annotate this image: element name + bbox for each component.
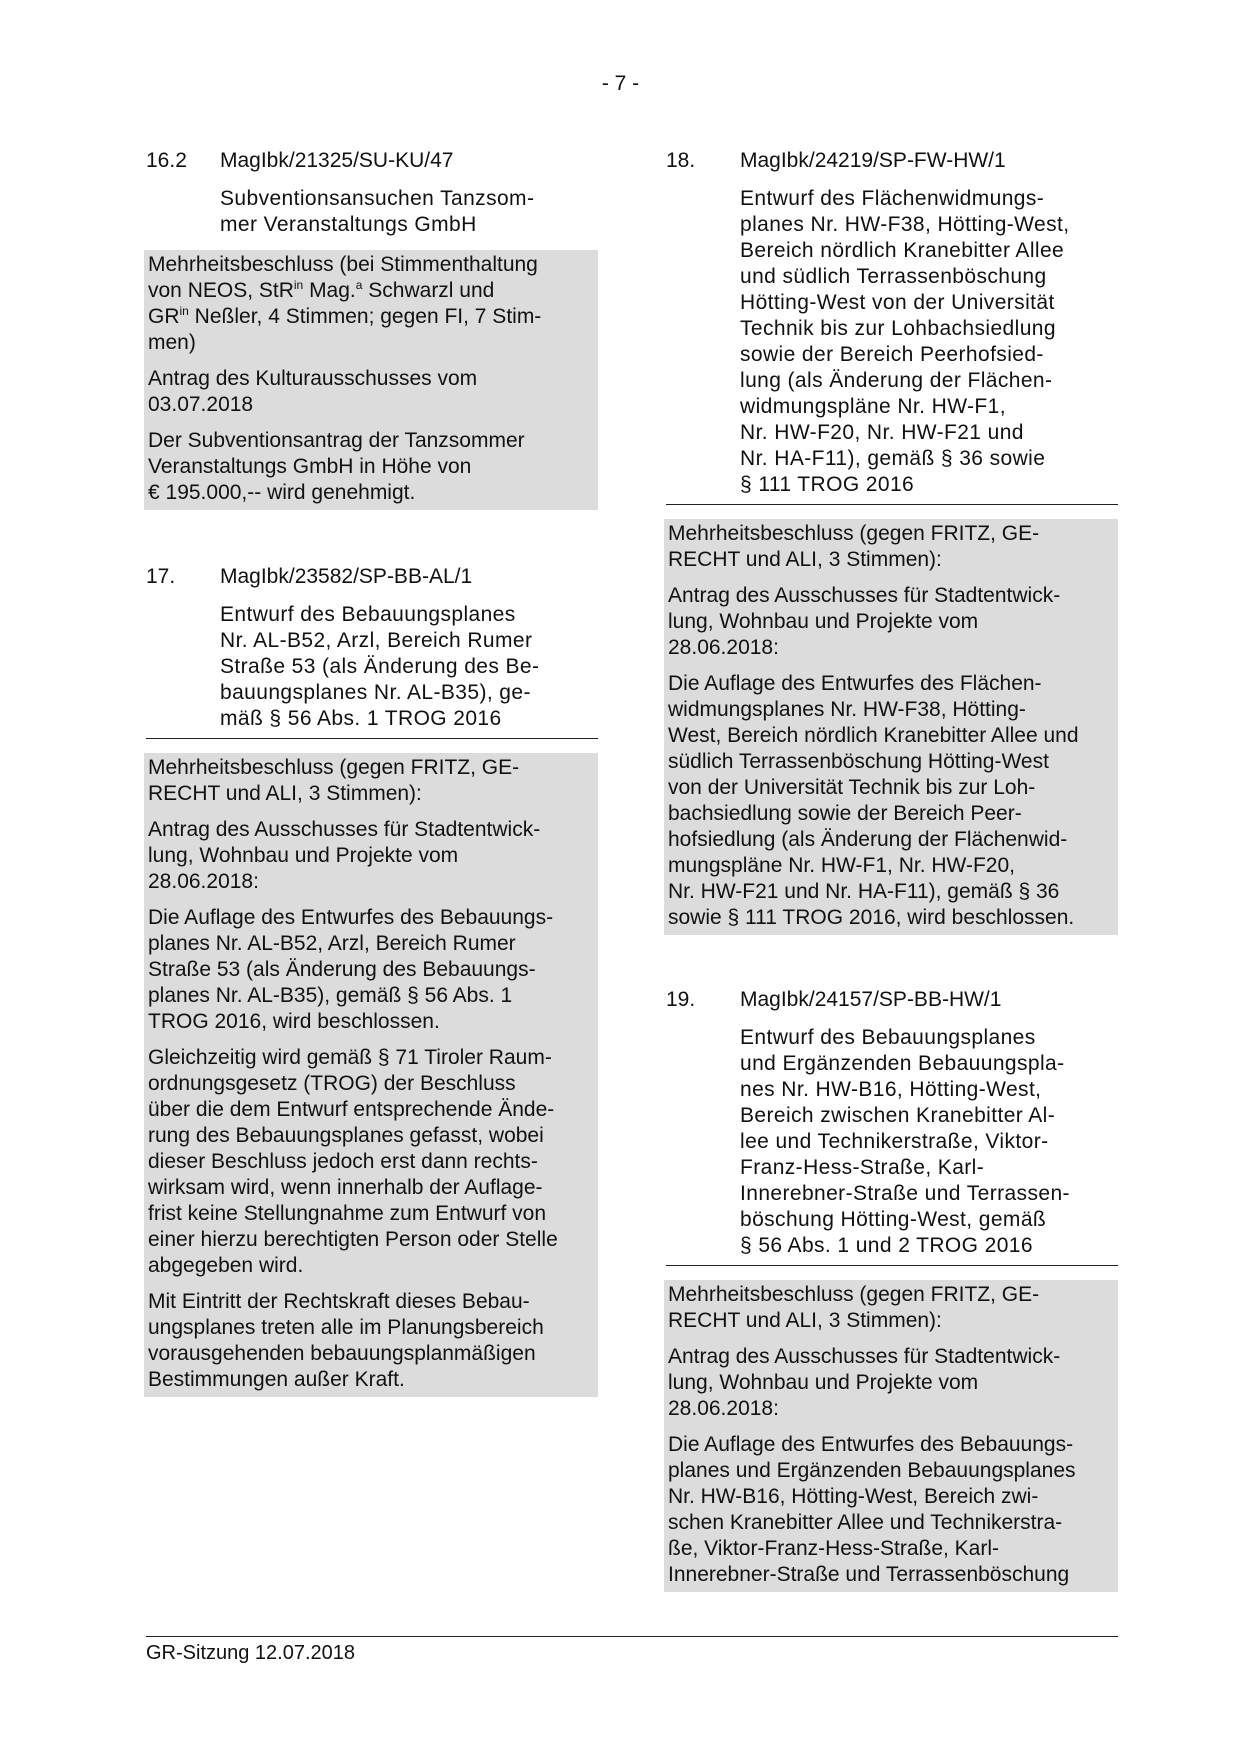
decision-line: RECHT und ALI, 3 Stimmen): [668, 548, 942, 571]
item-header [666, 987, 1118, 1013]
body-line: von der Universität Technik bis zur Loh- [668, 776, 1036, 799]
antrag-line: 28.06.2018: [148, 870, 259, 893]
decision-line [148, 304, 594, 330]
decision-block [144, 753, 598, 1397]
title-line: Entwurf des Flächenwidmungs- [740, 187, 1045, 210]
title-line: Hötting-West von der Universität [740, 291, 1055, 314]
title-line: widmungspläne Nr. HW-F1, [740, 395, 1006, 418]
body-line: Der Subventionsantrag der Tanzsommer [148, 429, 525, 452]
extra-text [148, 1045, 594, 1279]
body-line: Nr. HW-B16, Hötting-West, Bereich zwi- [668, 1485, 1039, 1508]
item-code: MagIbk/24219/SP-FW-HW/1 [740, 149, 1006, 172]
title-line: Entwurf des Bebauungsplanes [740, 1026, 1036, 1049]
title-line: Franz-Hess-Straße, Karl- [740, 1156, 985, 1179]
antrag-line: Antrag des Ausschusses für Stadtentwick- [668, 1345, 1061, 1368]
body-line: sowie § 111 TROG 2016, wird beschlossen. [668, 906, 1075, 929]
decision-block [664, 1280, 1118, 1592]
antrag-line: lung, Wohnbau und Projekte vom [668, 1371, 979, 1394]
right-column [666, 148, 1118, 1652]
body-line: südlich Terrassenböschung Hötting-West [668, 750, 1049, 773]
item-code: MagIbk/23582/SP-BB-AL/1 [220, 565, 473, 588]
decision-line: Mehrheitsbeschluss (gegen FRITZ, GE- [668, 1283, 1040, 1306]
title-line: Technik bis zur Lohbachsiedlung [740, 317, 1056, 340]
decision-line: men) [148, 331, 196, 354]
title-line: § 111 TROG 2016 [740, 473, 915, 496]
title-line: und Ergänzenden Bebauungspla- [740, 1052, 1065, 1075]
body-text [148, 905, 594, 1035]
decision-text [148, 755, 594, 807]
title-line: Innerebner-Straße und Terrassen- [740, 1182, 1070, 1205]
extra2-line: ungsplanes treten alle im Planungsbereich [148, 1316, 544, 1339]
item-number: 18. [666, 149, 696, 172]
title-line: Nr. HA-F11), gemäß § 36 sowie [740, 447, 1046, 470]
item-number: 17. [146, 565, 176, 588]
extra-line: einer hierzu berechtigten Person oder Stelle [148, 1228, 558, 1251]
agenda-item-17 [146, 564, 598, 1397]
body-line: Straße 53 (als Änderung des Bebauungs- [148, 958, 536, 981]
extra-line: ordnungsgesetz (TROG) der Beschluss [148, 1072, 516, 1095]
body-line: Nr. HW-F21 und Nr. HA-F11), gemäß § 36 [668, 880, 1060, 903]
decision-line: RECHT und ALI, 3 Stimmen): [668, 1309, 942, 1332]
item-code: MagIbk/24157/SP-BB-HW/1 [740, 988, 1002, 1011]
item-title [146, 602, 598, 739]
decision-line: RECHT und ALI, 3 Stimmen): [148, 782, 422, 805]
antrag-text [148, 366, 594, 418]
decision-line: Mehrheitsbeschluss (gegen FRITZ, GE- [668, 522, 1040, 545]
title-line: Subventionsansuchen Tanzsom- [220, 187, 535, 210]
antrag-text [668, 1344, 1114, 1422]
title-line: Bereich nördlich Kranebitter Allee [740, 239, 1065, 262]
item-header [146, 564, 598, 590]
agenda-item-19 [666, 987, 1118, 1592]
antrag-line: 28.06.2018: [668, 1397, 779, 1420]
decision-fragment: Neßler, 4 Stimmen; gegen FI, 7 Stim- [188, 305, 542, 328]
body-line: Innerebner-Straße und Terrassenböschung [668, 1563, 1070, 1586]
decision-fragment: GR [148, 305, 180, 328]
title-line: Entwurf des Bebauungsplanes [220, 603, 516, 626]
body-line: Die Auflage des Entwurfes des Bebauungs- [148, 906, 554, 929]
body-line: planes und Ergänzenden Bebauungsplanes [668, 1459, 1076, 1482]
extra-line: Gleichzeitig wird gemäß § 71 Tiroler Raum- [148, 1046, 552, 1069]
extra-line: rung des Bebauungsplanes gefasst, wobei [148, 1124, 544, 1147]
body-line: Die Auflage des Entwurfes des Bebauungs- [668, 1433, 1074, 1456]
body-line: Die Auflage des Entwurfes des Flächen- [668, 672, 1042, 695]
title-line: lee und Technikerstraße, Viktor- [740, 1130, 1049, 1153]
item-title [666, 1025, 1118, 1266]
extra2-text [148, 1289, 594, 1393]
title-line: lung (als Änderung der Flächen- [740, 369, 1053, 392]
item-title [220, 186, 598, 244]
title-line: mer Veranstaltungs GmbH [220, 213, 477, 236]
antrag-line: 28.06.2018: [668, 636, 779, 659]
antrag-text [668, 583, 1114, 661]
body-line: ße, Viktor-Franz-Hess-Straße, Karl- [668, 1537, 1000, 1560]
extra-line: dieser Beschluss jedoch erst dann rechts- [148, 1150, 538, 1173]
extra2-line: Mit Eintritt der Rechtskraft dieses Bebau- [148, 1290, 530, 1313]
decision-fragment: Schwarzl und [362, 279, 495, 302]
body-line: Veranstaltungs GmbH in Höhe von [148, 455, 472, 478]
item-number: 19. [666, 988, 696, 1011]
extra-line: über die dem Entwurf entsprechende Ände- [148, 1098, 555, 1121]
title-line: bauungsplanes Nr. AL-B35), ge- [220, 681, 531, 704]
body-line: planes Nr. AL-B52, Arzl, Bereich Rumer [148, 932, 516, 955]
item-header [146, 148, 598, 174]
body-line: bachsiedlung sowie der Bereich Peer- [668, 802, 1022, 825]
title-line: sowie der Bereich Peerhofsied- [740, 343, 1044, 366]
antrag-line: lung, Wohnbau und Projekte vom [668, 610, 979, 633]
superscript: in [179, 304, 189, 318]
title-line: böschung Hötting-West, gemäß [740, 1208, 1047, 1231]
antrag-line: Antrag des Kulturausschusses vom [148, 367, 478, 390]
body-line: hofsiedlung (als Änderung der Flächenwid- [668, 828, 1068, 851]
decision-line: Mehrheitsbeschluss (gegen FRITZ, GE- [148, 756, 520, 779]
decision-text [668, 521, 1114, 573]
title-line: und südlich Terrassenböschung [740, 265, 1047, 288]
decision-fragment: von NEOS, StR [148, 279, 294, 302]
body-line: planes Nr. AL-B35), gemäß § 56 Abs. 1 [148, 984, 513, 1007]
body-line: widmungsplanes Nr. HW-F38, Hötting- [668, 698, 1026, 721]
decision-fragment: Mag. [303, 279, 356, 302]
decision-text [148, 252, 594, 356]
footer-text: GR-Sitzung 12.07.2018 [146, 1642, 356, 1664]
item-number: 16.2 [146, 149, 187, 172]
extra-line: wirksam wird, wenn innerhalb der Auflage- [148, 1176, 543, 1199]
decision-line [148, 278, 594, 304]
body-line: € 195.000,-- wird genehmigt. [148, 481, 416, 504]
superscript: a [355, 278, 363, 292]
title-line: Nr. HW-F20, Nr. HW-F21 und [740, 421, 1024, 444]
decision-block [144, 250, 598, 510]
left-column [146, 148, 598, 1457]
superscript: in [293, 278, 304, 292]
page-number: - 7 - [601, 72, 640, 95]
title-line: § 56 Abs. 1 und 2 TROG 2016 [740, 1234, 1033, 1257]
item-code: MagIbk/21325/SU-KU/47 [220, 149, 454, 172]
antrag-line: Antrag des Ausschusses für Stadtentwick- [668, 584, 1061, 607]
body-line: schen Kranebitter Allee und Technikerstra- [668, 1511, 1063, 1534]
agenda-item-18 [666, 148, 1118, 935]
body-line: TROG 2016, wird beschlossen. [148, 1010, 440, 1033]
antrag-line: 03.07.2018 [148, 393, 254, 416]
decision-text [668, 1282, 1114, 1334]
antrag-line: lung, Wohnbau und Projekte vom [148, 844, 459, 867]
agenda-item-16-2 [146, 148, 598, 510]
title-line: Bereich zwischen Kranebitter Al- [740, 1104, 1056, 1127]
title-line: Straße 53 (als Änderung des Be- [220, 655, 540, 678]
antrag-line: Antrag des Ausschusses für Stadtentwick- [148, 818, 541, 841]
decision-line: Mehrheitsbeschluss (bei Stimmenthaltung [148, 253, 538, 276]
body-text [148, 428, 594, 506]
body-text [668, 671, 1114, 931]
title-line: mäß § 56 Abs. 1 TROG 2016 [220, 707, 502, 730]
title-line: planes Nr. HW-F38, Hötting-West, [740, 213, 1070, 236]
decision-block [664, 519, 1118, 935]
body-line: mungspläne Nr. HW-F1, Nr. HW-F20, [668, 854, 1015, 877]
extra2-line: vorausgehenden bebauungsplanmäßigen [148, 1342, 536, 1365]
extra-line: abgegeben wird. [148, 1254, 304, 1277]
body-line: West, Bereich nördlich Kranebitter Allee und [668, 724, 1079, 747]
antrag-text [148, 817, 594, 895]
extra2-line: Bestimmungen außer Kraft. [148, 1368, 405, 1391]
title-line: nes Nr. HW-B16, Hötting-West, [740, 1078, 1042, 1101]
item-header [666, 148, 1118, 174]
item-title [666, 186, 1118, 505]
extra-line: frist keine Stellungnahme zum Entwurf von [148, 1202, 547, 1225]
body-text [668, 1432, 1114, 1588]
title-line: Nr. AL-B52, Arzl, Bereich Rumer [220, 629, 533, 652]
footer-divider [146, 1636, 1118, 1637]
